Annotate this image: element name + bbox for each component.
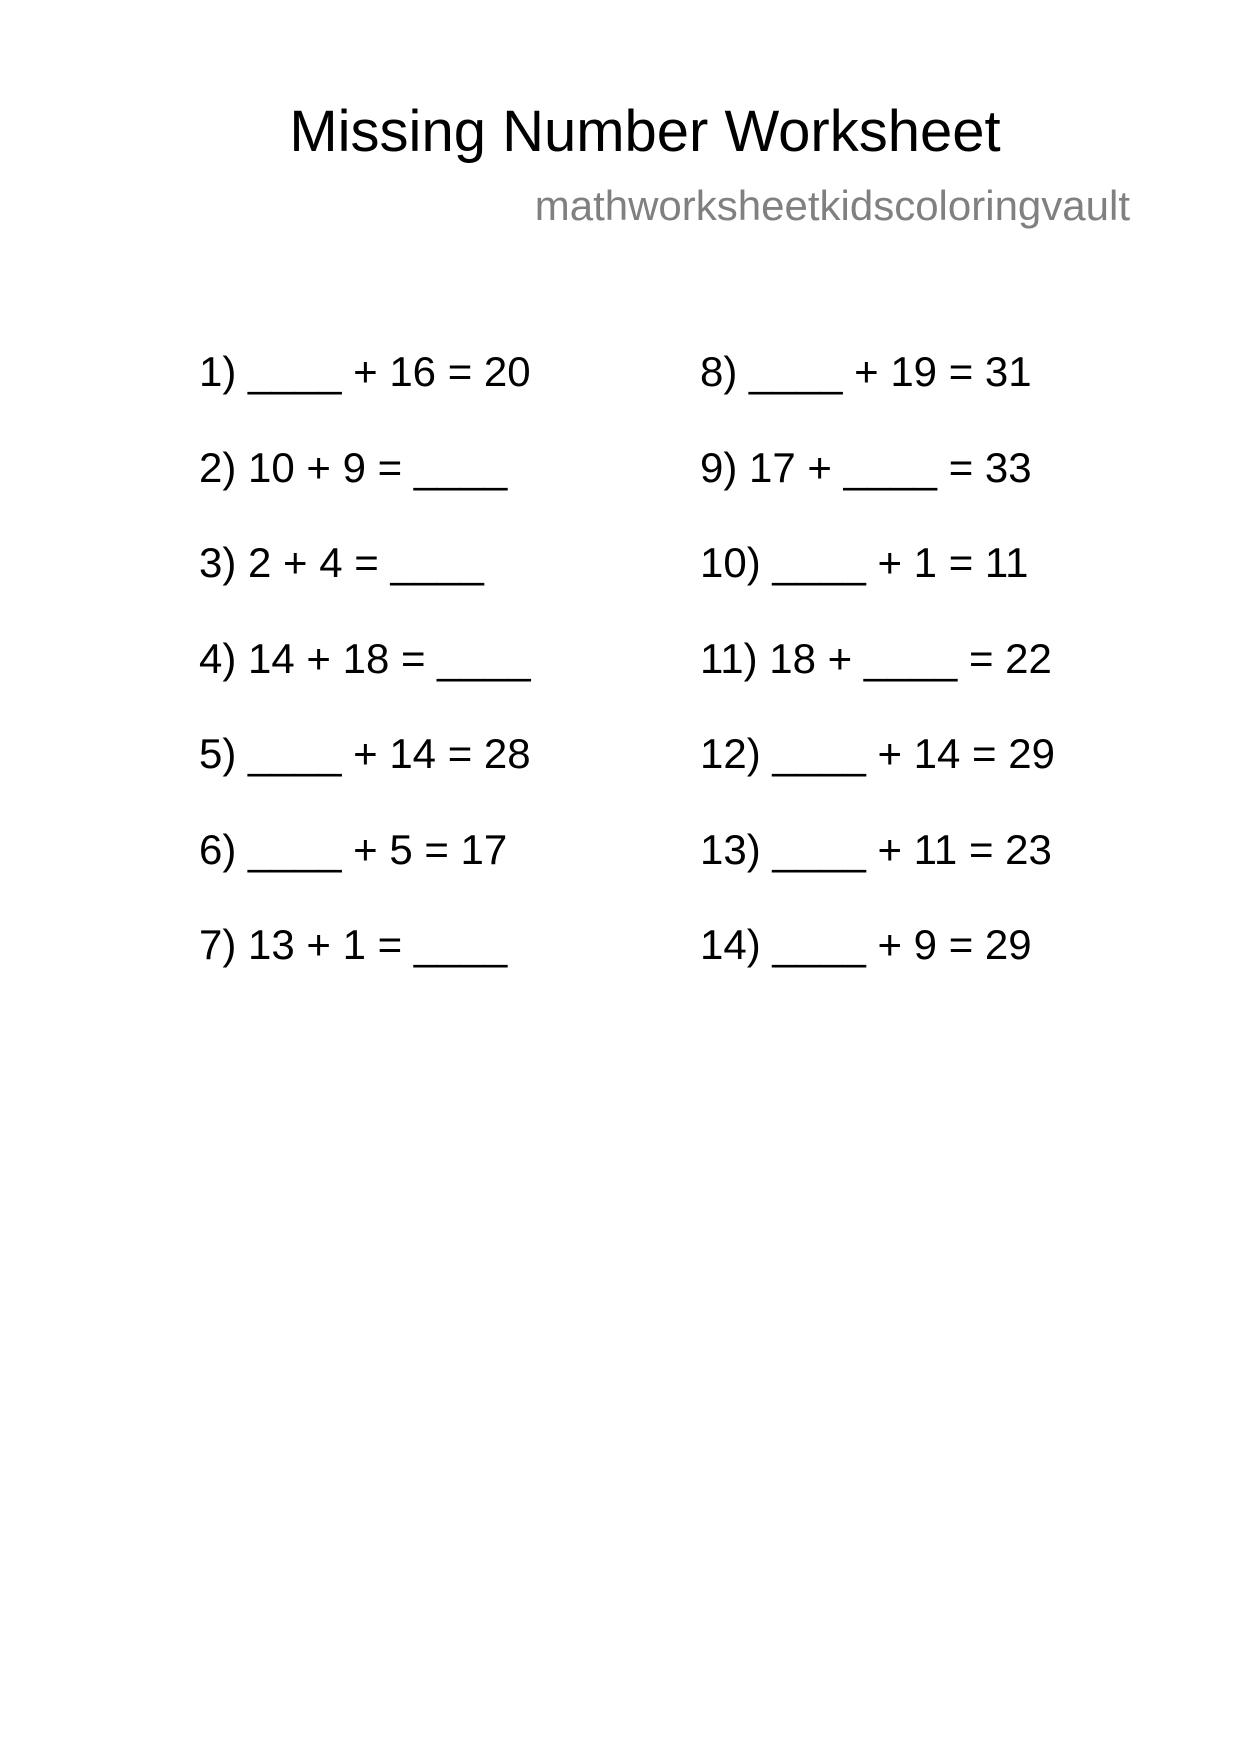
problem-1: 1) ____ + 16 = 20 bbox=[199, 348, 531, 395]
problem-10: 10) ____ + 1 = 11 bbox=[700, 539, 1029, 586]
problem-9: 9) 17 + ____ = 33 bbox=[700, 443, 1032, 491]
problems-column-left bbox=[199, 346, 531, 1015]
problem-13: 13) ____ + 11 = 23 bbox=[700, 825, 1052, 873]
problem-8: 8) ____ + 19 = 31 bbox=[700, 348, 1032, 395]
problems-column-right bbox=[700, 346, 1055, 1015]
problem-5: 5) ____ + 14 = 28 bbox=[199, 730, 531, 777]
problem-14: 14) ____ + 9 = 29 bbox=[700, 921, 1032, 968]
problem-6: 6) ____ + 5 = 17 bbox=[199, 825, 508, 873]
problem-3: 3) 2 + 4 = ____ bbox=[199, 539, 484, 586]
problem-12: 12) ____ + 14 = 29 bbox=[700, 730, 1055, 777]
worksheet-title: Missing Number Worksheet bbox=[289, 99, 1001, 164]
problem-2: 2) 10 + 9 = ____ bbox=[199, 443, 508, 491]
problem-7: 7) 13 + 1 = ____ bbox=[199, 921, 508, 968]
problem-4: 4) 14 + 18 = ____ bbox=[199, 634, 531, 682]
problem-11: 11) 18 + ____ = 22 bbox=[700, 634, 1052, 682]
worksheet-source: mathworksheetkidscoloringvault bbox=[534, 182, 1130, 229]
